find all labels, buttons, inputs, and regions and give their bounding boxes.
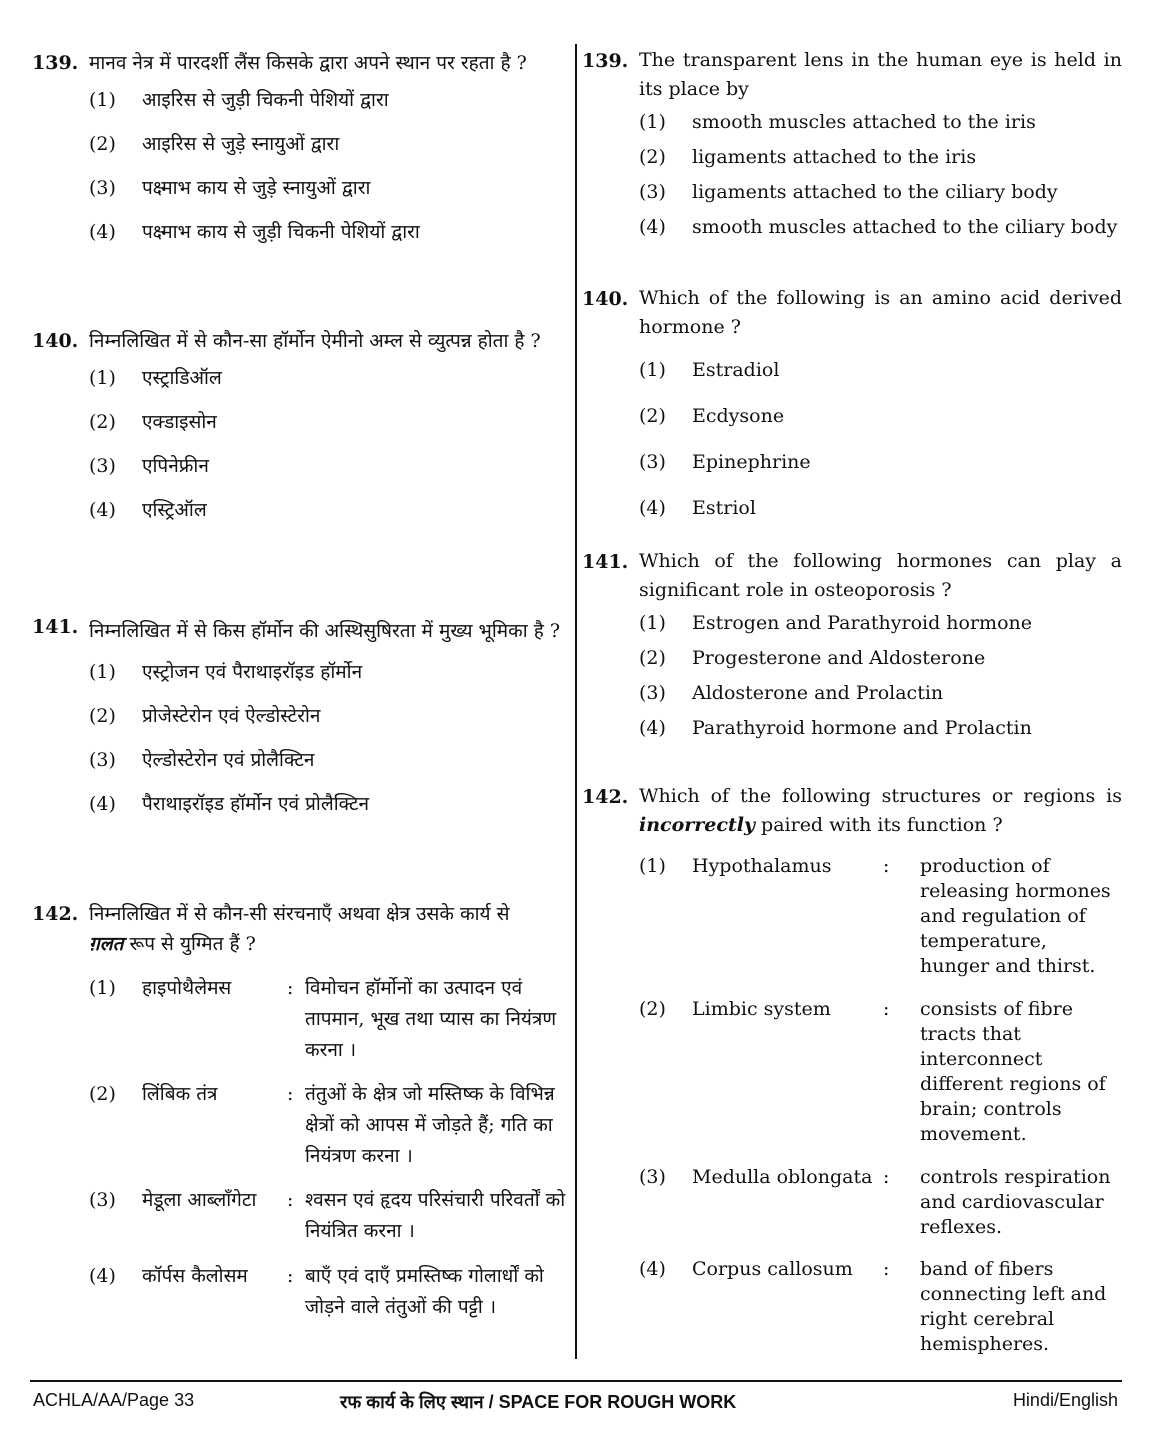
option-4: (4) Parathyroid hormone and Prolactin [639, 717, 1032, 739]
match-option-3: (3) Medulla oblongata : controls respiration and cardiovascular reflexes. [639, 1166, 1111, 1238]
question-142-english [582, 782, 1122, 1357]
question-142-hindi [32, 899, 570, 1337]
emphasis-word: incorrectly [639, 814, 755, 836]
option-1: (1) आइरिस से जुड़ी चिकनी पेशियों द्वारा [89, 89, 389, 111]
match-option-3: (3) मेडूला आब्लॉंगेटा : श्वसन एवं हृदय परिसंचारी परिवर्तों को नियंत्रित करना । [89, 1189, 566, 1242]
option-3: (3) पक्ष्माभ काय से जुड़े स्नायुओं द्वारा [89, 177, 371, 199]
question-number: 139. [582, 50, 629, 72]
question-text: निम्नलिखित में से कौन-सी संरचनाएँ अथवा क्षेत्र उसके कार्य से ग़लत रूप से युग्मित हैं ? [89, 903, 510, 955]
question-text: The transparent lens in the human eye is held in its place by [639, 49, 1122, 100]
match-option-4: (4) कॉर्पस कैलोसम : बाएँ एवं दाएँ प्रमस्तिष्क गोलार्धों को जोड़ने वाले तंतुओं की पट्टी । [89, 1265, 544, 1318]
question-text: निम्नलिखित में से किस हॉर्मोन की अस्थिसुषिरता में मुख्य भूमिका है ? [89, 620, 561, 642]
question-141-english [582, 547, 1122, 749]
question-number: 140. [32, 330, 79, 352]
question-number: 141. [582, 551, 629, 573]
rough-work-label: रफ कार्य के लिए स्थान / SPACE FOR ROUGH WORK [340, 1392, 737, 1412]
language-label: Hindi/English [1012, 1390, 1118, 1410]
question-text: Which of the following hormones can play a significant role in osteoporosis ? [639, 550, 1122, 601]
option-3: (3) Epinephrine [639, 451, 811, 473]
page-id: ACHLA/AA/Page 33 [33, 1390, 195, 1410]
option-2: (2) Progesterone and Aldosterone [639, 647, 986, 669]
option-3: (3) ऐल्डोस्टेरोन एवं प्रोलैक्टिन [89, 749, 315, 771]
question-text: Which of the following is an amino acid derived hormone ? [639, 287, 1122, 338]
footer-rule [30, 1380, 1122, 1382]
option-1: (1) Estrogen and Parathyroid hormone [639, 612, 1032, 634]
option-3: (3) एपिनेफ्रीन [89, 455, 209, 477]
option-2: (2) आइरिस से जुड़े स्नायुओं द्वारा [89, 133, 340, 155]
question-140-english [582, 284, 1122, 540]
question-number: 142. [582, 786, 629, 808]
match-option-2: (2) लिंबिक तंत्र : तंतुओं के क्षेत्र जो मस्तिष्क के विभिन्न क्षेत्रों को आपस में जोड़ते हैं; गति का नियंत्रण करना । [89, 1083, 555, 1167]
option-4: (4) एस्ट्रिऑल [89, 499, 207, 521]
match-option-4: (4) Corpus callosum : band of fibers connecting left and right cerebral hemispheres. [639, 1258, 1107, 1355]
column-divider [575, 44, 577, 1359]
question-139-english [582, 46, 1122, 248]
question-text: मानव नेत्र में पारदर्शी लैंस किसके द्वारा अपने स्थान पर रहता है ? [89, 52, 527, 74]
option-2: (2) ligaments attached to the iris [639, 146, 977, 168]
question-number: 139. [32, 52, 79, 74]
question-number: 141. [32, 616, 79, 638]
question-number: 140. [582, 288, 629, 310]
question-140-hindi [32, 326, 570, 540]
emphasis-word: ग़लत [89, 933, 124, 955]
option-2: (2) प्रोजेस्टेरोन एवं ऐल्डोस्टेरोन [89, 705, 321, 727]
option-3: (3) ligaments attached to the ciliary body [639, 181, 1058, 203]
option-4: (4) पक्ष्माभ काय से जुड़ी चिकनी पेशियों द्वारा [89, 221, 420, 243]
question-text: निम्नलिखित में से कौन-सा हॉर्मोन ऐमीनो अम्ल से व्युत्पन्न होता है ? [89, 330, 541, 352]
option-2: (2) Ecdysone [639, 405, 785, 427]
option-1: (1) एस्ट्राडिऑल [89, 367, 222, 389]
option-4: (4) smooth muscles attached to the ciliary body [639, 216, 1118, 238]
match-option-2: (2) Limbic system : consists of fibre tracts that interconnect different regions of brain; controls movement. [639, 998, 1106, 1145]
question-text: Which of the following structures or regions is incorrectly paired with its function ? [639, 785, 1122, 836]
question-139-hindi [32, 48, 570, 262]
option-1: (1) एस्ट्रोजन एवं पैराथाइरॉइड हॉर्मोन [89, 661, 363, 683]
question-141-hindi [32, 612, 570, 834]
question-number: 142. [32, 903, 79, 925]
match-option-1: (1) Hypothalamus : production of releasing hormones and regulation of temperature, hunger and thirst. [639, 855, 1111, 977]
match-option-1: (1) हाइपोथैलेमस : विमोचन हॉर्मोनों का उत्पादन एवं तापमान, भूख तथा प्यास का नियंत्रण करना । [89, 977, 557, 1061]
option-4: (4) पैराथाइरॉइड हॉर्मोन एवं प्रोलैक्टिन [89, 793, 370, 815]
option-1: (1) Estradiol [639, 359, 780, 381]
option-1: (1) smooth muscles attached to the iris [639, 111, 1036, 133]
option-4: (4) Estriol [639, 497, 756, 519]
option-3: (3) Aldosterone and Prolactin [639, 682, 944, 704]
option-2: (2) एक्डाइसोन [89, 411, 217, 433]
